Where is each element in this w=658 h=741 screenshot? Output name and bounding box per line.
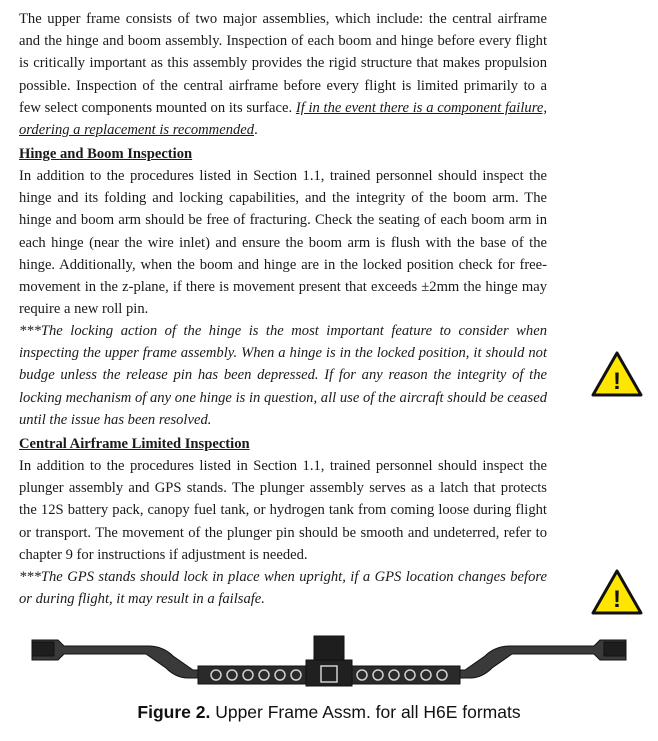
airframe-body: In addition to the procedures listed in Section 1.1, trained personnel should inspect the plunger assembly and GPS stands. The plunger assembly serves as a latch that protects the 12S battery pack, canopy fuel tank, or hydrogen tank from coming loose during flight or transport. The movement of the plunger pin should be smooth and undeterred, refer to chapter 9 for instructions if adjustment is needed. (19, 458, 547, 563)
figure-caption-text: Upper Frame Assm. for all H6E formats (210, 702, 521, 722)
warning-symbol: ! (613, 586, 621, 613)
warning-triangle-icon (590, 350, 644, 398)
airframe-heading: Central Airframe Limited Inspection (19, 436, 250, 452)
intro-end: . (254, 122, 258, 139)
intro-emphasis: If in the event there is a component failure, ordering a replacement is recommended (19, 99, 547, 139)
intro-text: The upper frame consists of two major assemblies, which include: the central airframe and the hinge and boom assembly. Inspection of each boom and hinge before every flight is critically important as this assembly provides the rigid structure that makes propulsion possible. Inspection of the central airframe before every flight is limited primarily to a few select components mounted on its surface. (19, 11, 547, 116)
figure-caption (0, 702, 658, 723)
hinge-note: ***The locking action of the hinge is the most important feature to consider when inspecting the upper frame assembly. When a hinge is in the locked position, it should not budge unless the release pin has been depressed. If for any reason the integrity of the locking mechanism of any one hinge is in question, all use of the aircraft should be ceased until the issue has been resolved. (19, 323, 547, 428)
figure-label: Figure 2. (137, 702, 211, 722)
warning-triangle-icon (590, 568, 644, 616)
intro-paragraph (19, 8, 547, 141)
hinge-body: In addition to the procedures listed in Section 1.1, trained personnel should inspect the hinge and its folding and locking capabilities, and the integrity of the boom arm. The hinge and boom arm should be free of fracturing. Check the seating of each boom arm in each hinge (near the wire inlet) and ensure the boom arm is flush with the base of the hinge. Additionally, when the boom and hinge are in the locked position check for free-movement in the z-plane, if there is movement present that exceeds ±2mm the hinge may require a new roll pin. (19, 168, 547, 318)
hinge-heading: Hinge and Boom Inspection (19, 146, 193, 162)
airframe-note: ***The GPS stands should lock in place when upright, if a GPS location changes before or during flight, it may result in a failsafe. (19, 569, 547, 608)
warning-symbol: ! (613, 368, 621, 395)
upper-frame-illustration (28, 630, 630, 690)
